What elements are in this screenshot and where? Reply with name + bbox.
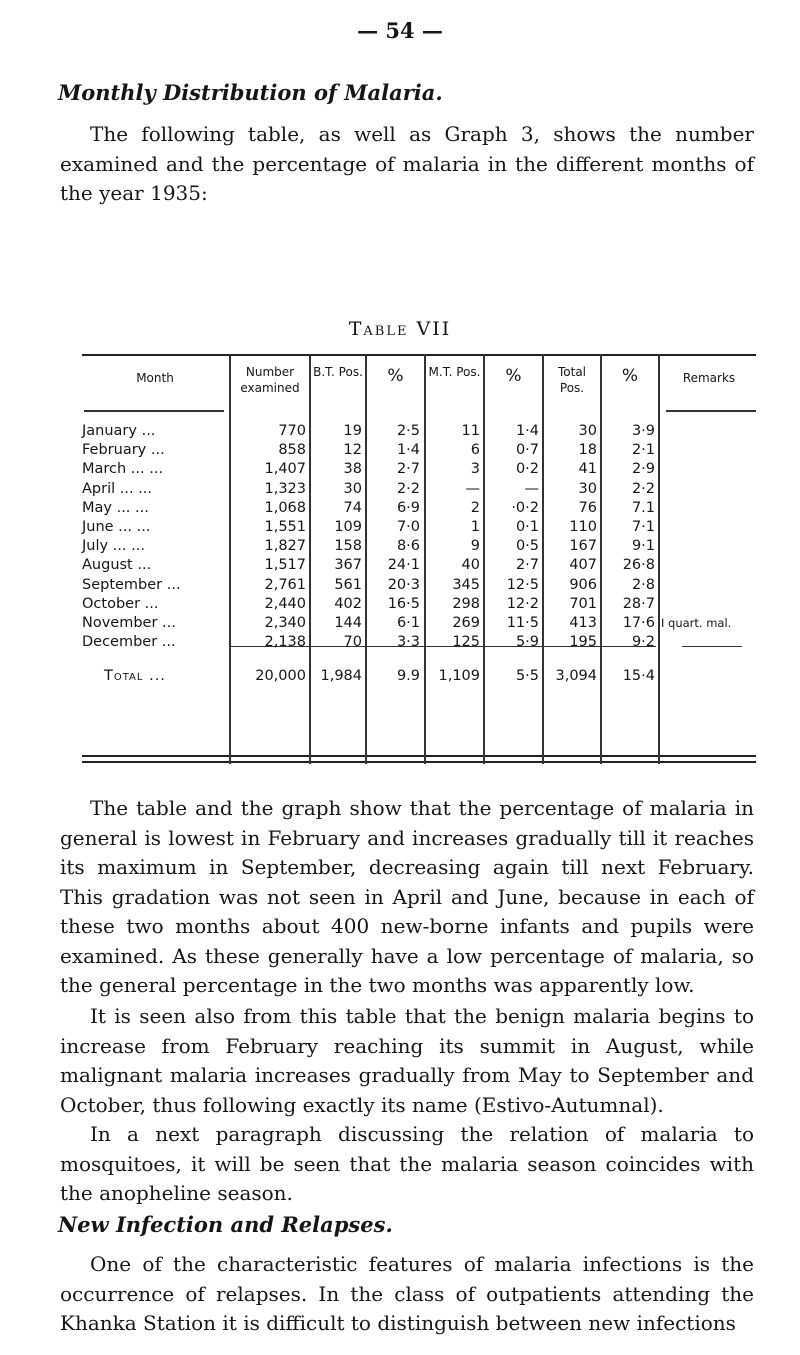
cell-mt-pct: 12·5 bbox=[506, 576, 539, 593]
cell-month: December ... bbox=[82, 634, 176, 651]
cell-bt-pct: 3·3 bbox=[396, 634, 420, 651]
cell-bt: 19 bbox=[343, 423, 362, 439]
cell-remarks: I quart. mal. bbox=[661, 616, 732, 630]
cell-remarks bbox=[661, 480, 756, 499]
cell-number: 1,517 bbox=[264, 557, 306, 574]
cell-remarks bbox=[661, 422, 756, 441]
total-total: 3,094 bbox=[555, 668, 597, 684]
cell-mt-pct: 12·2 bbox=[506, 595, 539, 612]
cell-total-pct: 9·2 bbox=[631, 634, 655, 651]
cell-total: 195 bbox=[569, 634, 597, 651]
cell-total: 30 bbox=[578, 423, 597, 439]
cell-total-pct: 7.1 bbox=[631, 499, 655, 516]
cell-mt: 298 bbox=[452, 595, 480, 612]
cell-mt-pct: 1·4 bbox=[515, 423, 539, 439]
paragraph-percentage-trend: The table and the graph show that the percentage of malaria in general is lowest in February and increases gradually till it reaches its maximum in September, decreasing again till next February. This gradation was not seen in April and June, because in each of these two months about 400 new-borne infants and pupils were examined. As these generally have a low percentage of malaria, so the general percentage in the two months was apparently low. bbox=[60, 796, 754, 997]
cell-month: January ... bbox=[82, 423, 156, 439]
cell-total-pct: 28·7 bbox=[622, 595, 655, 612]
cell-mt-pct: 5·9 bbox=[515, 634, 539, 651]
section-heading-new-infection: New Infection and Relapses. bbox=[58, 1212, 393, 1237]
total-bt-pct: 9.9 bbox=[396, 668, 420, 684]
table-top-rule bbox=[82, 354, 756, 356]
header-bt-pos: B.T. Pos. bbox=[313, 365, 363, 379]
table-bottom-rule-1 bbox=[82, 755, 756, 757]
cell-total-pct: 3·9 bbox=[631, 423, 655, 439]
header-mt-percent: % bbox=[505, 366, 522, 386]
cell-total-pct: 2·1 bbox=[631, 442, 655, 459]
col-divider-3 bbox=[365, 354, 367, 764]
cell-total-pct: 2·2 bbox=[631, 480, 655, 497]
cell-remarks bbox=[661, 537, 756, 556]
cell-mt-pct: 0·2 bbox=[515, 461, 539, 478]
cell-total: 110 bbox=[569, 519, 597, 535]
page-number: — 54 — bbox=[357, 18, 443, 43]
cell-bt-pct: 20·3 bbox=[387, 576, 420, 593]
cell-total: 906 bbox=[569, 576, 597, 593]
cell-bt-pct: 6·1 bbox=[396, 615, 420, 631]
cell-mt-pct: 2·7 bbox=[515, 557, 539, 574]
cell-remarks bbox=[661, 460, 756, 479]
cell-mt: 9 bbox=[470, 538, 480, 555]
header-month: Month bbox=[136, 371, 174, 385]
cell-total-pct: 2·9 bbox=[631, 461, 655, 478]
cell-bt: 402 bbox=[334, 595, 362, 612]
header-underline-month bbox=[84, 410, 224, 412]
cell-mt-pct: ·0·2 bbox=[511, 499, 539, 516]
col-divider-2 bbox=[309, 354, 311, 764]
cell-month: February ... bbox=[82, 442, 165, 459]
header-bt-percent: % bbox=[387, 366, 404, 386]
cell-mt: 1 bbox=[470, 519, 480, 535]
total-total-pct: 15·4 bbox=[622, 668, 655, 684]
cell-mt: 6 bbox=[470, 442, 480, 459]
cell-bt: 367 bbox=[334, 557, 362, 574]
cell-month: October ... bbox=[82, 595, 159, 612]
cell-total-pct: 17·6 bbox=[622, 615, 655, 631]
cell-month: June ... ... bbox=[82, 519, 151, 535]
cell-total: 413 bbox=[569, 615, 597, 631]
cell-number: 1,323 bbox=[264, 480, 306, 497]
cell-mt: 11 bbox=[461, 423, 480, 439]
cell-total: 167 bbox=[569, 538, 597, 555]
total-bt: 1,984 bbox=[320, 668, 362, 684]
cell-total-pct: 9·1 bbox=[631, 538, 655, 555]
col-divider-6 bbox=[542, 354, 544, 764]
cell-number: 2,761 bbox=[264, 576, 306, 593]
cell-total: 407 bbox=[569, 557, 597, 574]
cell-bt: 561 bbox=[334, 576, 362, 593]
total-mt-pct: 5·5 bbox=[515, 668, 539, 684]
cell-remarks bbox=[661, 633, 756, 652]
header-mt-pos: M.T. Pos. bbox=[428, 365, 481, 379]
cell-bt: 158 bbox=[334, 538, 362, 555]
cell-bt: 70 bbox=[343, 634, 362, 651]
col-divider-1 bbox=[229, 354, 231, 764]
cell-mt-pct: 0·5 bbox=[515, 538, 539, 555]
cell-number: 2,340 bbox=[264, 615, 306, 631]
cell-bt-pct: 2·7 bbox=[396, 461, 420, 478]
cell-mt-pct: 0·1 bbox=[515, 519, 539, 535]
total-month: Total ... bbox=[104, 668, 166, 684]
cell-number: 1,827 bbox=[264, 538, 306, 555]
cell-bt-pct: 24·1 bbox=[387, 557, 420, 574]
col-divider-4 bbox=[424, 354, 426, 764]
cell-bt: 109 bbox=[334, 519, 362, 535]
cell-number: 1,551 bbox=[264, 519, 306, 535]
cell-number: 2,138 bbox=[264, 634, 306, 651]
header-total-pos: Total Pos. bbox=[557, 365, 587, 395]
cell-month: July ... ... bbox=[82, 538, 145, 555]
total-remarks bbox=[661, 667, 756, 686]
col-divider-5 bbox=[483, 354, 485, 764]
cell-month: September ... bbox=[82, 576, 181, 593]
cell-bt: 74 bbox=[343, 499, 362, 516]
cell-mt: 3 bbox=[470, 461, 480, 478]
cell-bt-pct: 1·4 bbox=[396, 442, 420, 459]
cell-number: 858 bbox=[278, 442, 306, 459]
cell-month: November ... bbox=[82, 615, 176, 631]
cell-total-pct: 26·8 bbox=[622, 557, 655, 574]
cell-mt-pct: 0·7 bbox=[515, 442, 539, 459]
cell-bt: 144 bbox=[334, 615, 362, 631]
col-divider-7 bbox=[600, 354, 602, 764]
cell-month: August ... bbox=[82, 557, 152, 574]
cell-bt: 12 bbox=[343, 442, 362, 459]
cell-bt: 38 bbox=[343, 461, 362, 478]
cell-number: 1,407 bbox=[264, 461, 306, 478]
header-total-percent: % bbox=[621, 366, 639, 386]
cell-bt-pct: 2·2 bbox=[396, 480, 420, 497]
malaria-table bbox=[82, 354, 756, 764]
cell-bt-pct: 7·0 bbox=[396, 519, 420, 535]
header-number-examined: Number examined bbox=[240, 365, 300, 395]
cell-remarks bbox=[661, 499, 756, 518]
col-divider-8 bbox=[658, 354, 660, 764]
cell-total: 76 bbox=[578, 499, 597, 516]
header-remarks: Remarks bbox=[682, 371, 736, 385]
cell-number: 770 bbox=[278, 423, 306, 439]
paragraph-anopheline-season: In a next paragraph discussing the relation of malaria to mosquitoes, it will be seen that the malaria season coincides with the anopheline season. bbox=[60, 1122, 754, 1205]
header-underline-remarks bbox=[666, 410, 756, 412]
cell-mt-pct: — bbox=[524, 480, 539, 497]
cell-total: 18 bbox=[578, 442, 597, 459]
table-bottom-rule-2 bbox=[82, 761, 756, 763]
cell-month: May ... ... bbox=[82, 499, 149, 516]
cell-month: March ... ... bbox=[82, 461, 164, 478]
cell-bt-pct: 16·5 bbox=[387, 595, 420, 612]
cell-total-pct: 2·8 bbox=[631, 576, 655, 593]
section-heading-monthly-distribution: Monthly Distribution of Malaria. bbox=[58, 80, 443, 105]
intro-paragraph: The following table, as well as Graph 3, shows the number examined and the percentage of malaria in the different months of the year 1935: bbox=[60, 122, 754, 205]
cell-remarks bbox=[661, 576, 756, 595]
paragraph-benign-malignant: It is seen also from this table that the benign malaria begins to increase from February reaching its summit in August, while malignant malaria increases gradually from May to September and October, thus following exactly its name (Estivo-Autumnal). bbox=[60, 1004, 754, 1117]
cell-total: 701 bbox=[569, 595, 597, 612]
paragraph-relapses: One of the characteristic features of malaria infections is the occurrence of relapses. In the class of outpatients attending the Khanka Station it is difficult to distinguish between new infections bbox=[60, 1252, 754, 1335]
cell-remarks bbox=[661, 556, 756, 575]
cell-bt: 30 bbox=[343, 480, 362, 497]
cell-bt-pct: 6·9 bbox=[396, 499, 420, 516]
table-caption: Table VII bbox=[348, 318, 452, 340]
cell-mt: 269 bbox=[452, 615, 480, 631]
cell-bt-pct: 2·5 bbox=[396, 423, 420, 439]
cell-remarks bbox=[661, 441, 756, 460]
cell-total: 30 bbox=[578, 480, 597, 497]
cell-mt: 40 bbox=[461, 557, 480, 574]
cell-mt: 345 bbox=[452, 576, 480, 593]
cell-mt: 2 bbox=[470, 499, 480, 516]
cell-remarks bbox=[661, 518, 756, 537]
total-mt: 1,109 bbox=[438, 668, 480, 684]
cell-total: 41 bbox=[578, 461, 597, 478]
cell-mt: 125 bbox=[452, 634, 480, 651]
cell-bt-pct: 8·6 bbox=[396, 538, 420, 555]
cell-mt-pct: 11·5 bbox=[506, 615, 539, 631]
cell-month: April ... ... bbox=[82, 480, 153, 497]
cell-remarks bbox=[661, 595, 756, 614]
total-number: 20,000 bbox=[255, 668, 306, 684]
cell-number: 1,068 bbox=[264, 499, 306, 516]
cell-total-pct: 7·1 bbox=[631, 519, 655, 535]
cell-mt: — bbox=[465, 480, 480, 497]
cell-number: 2,440 bbox=[264, 595, 306, 612]
